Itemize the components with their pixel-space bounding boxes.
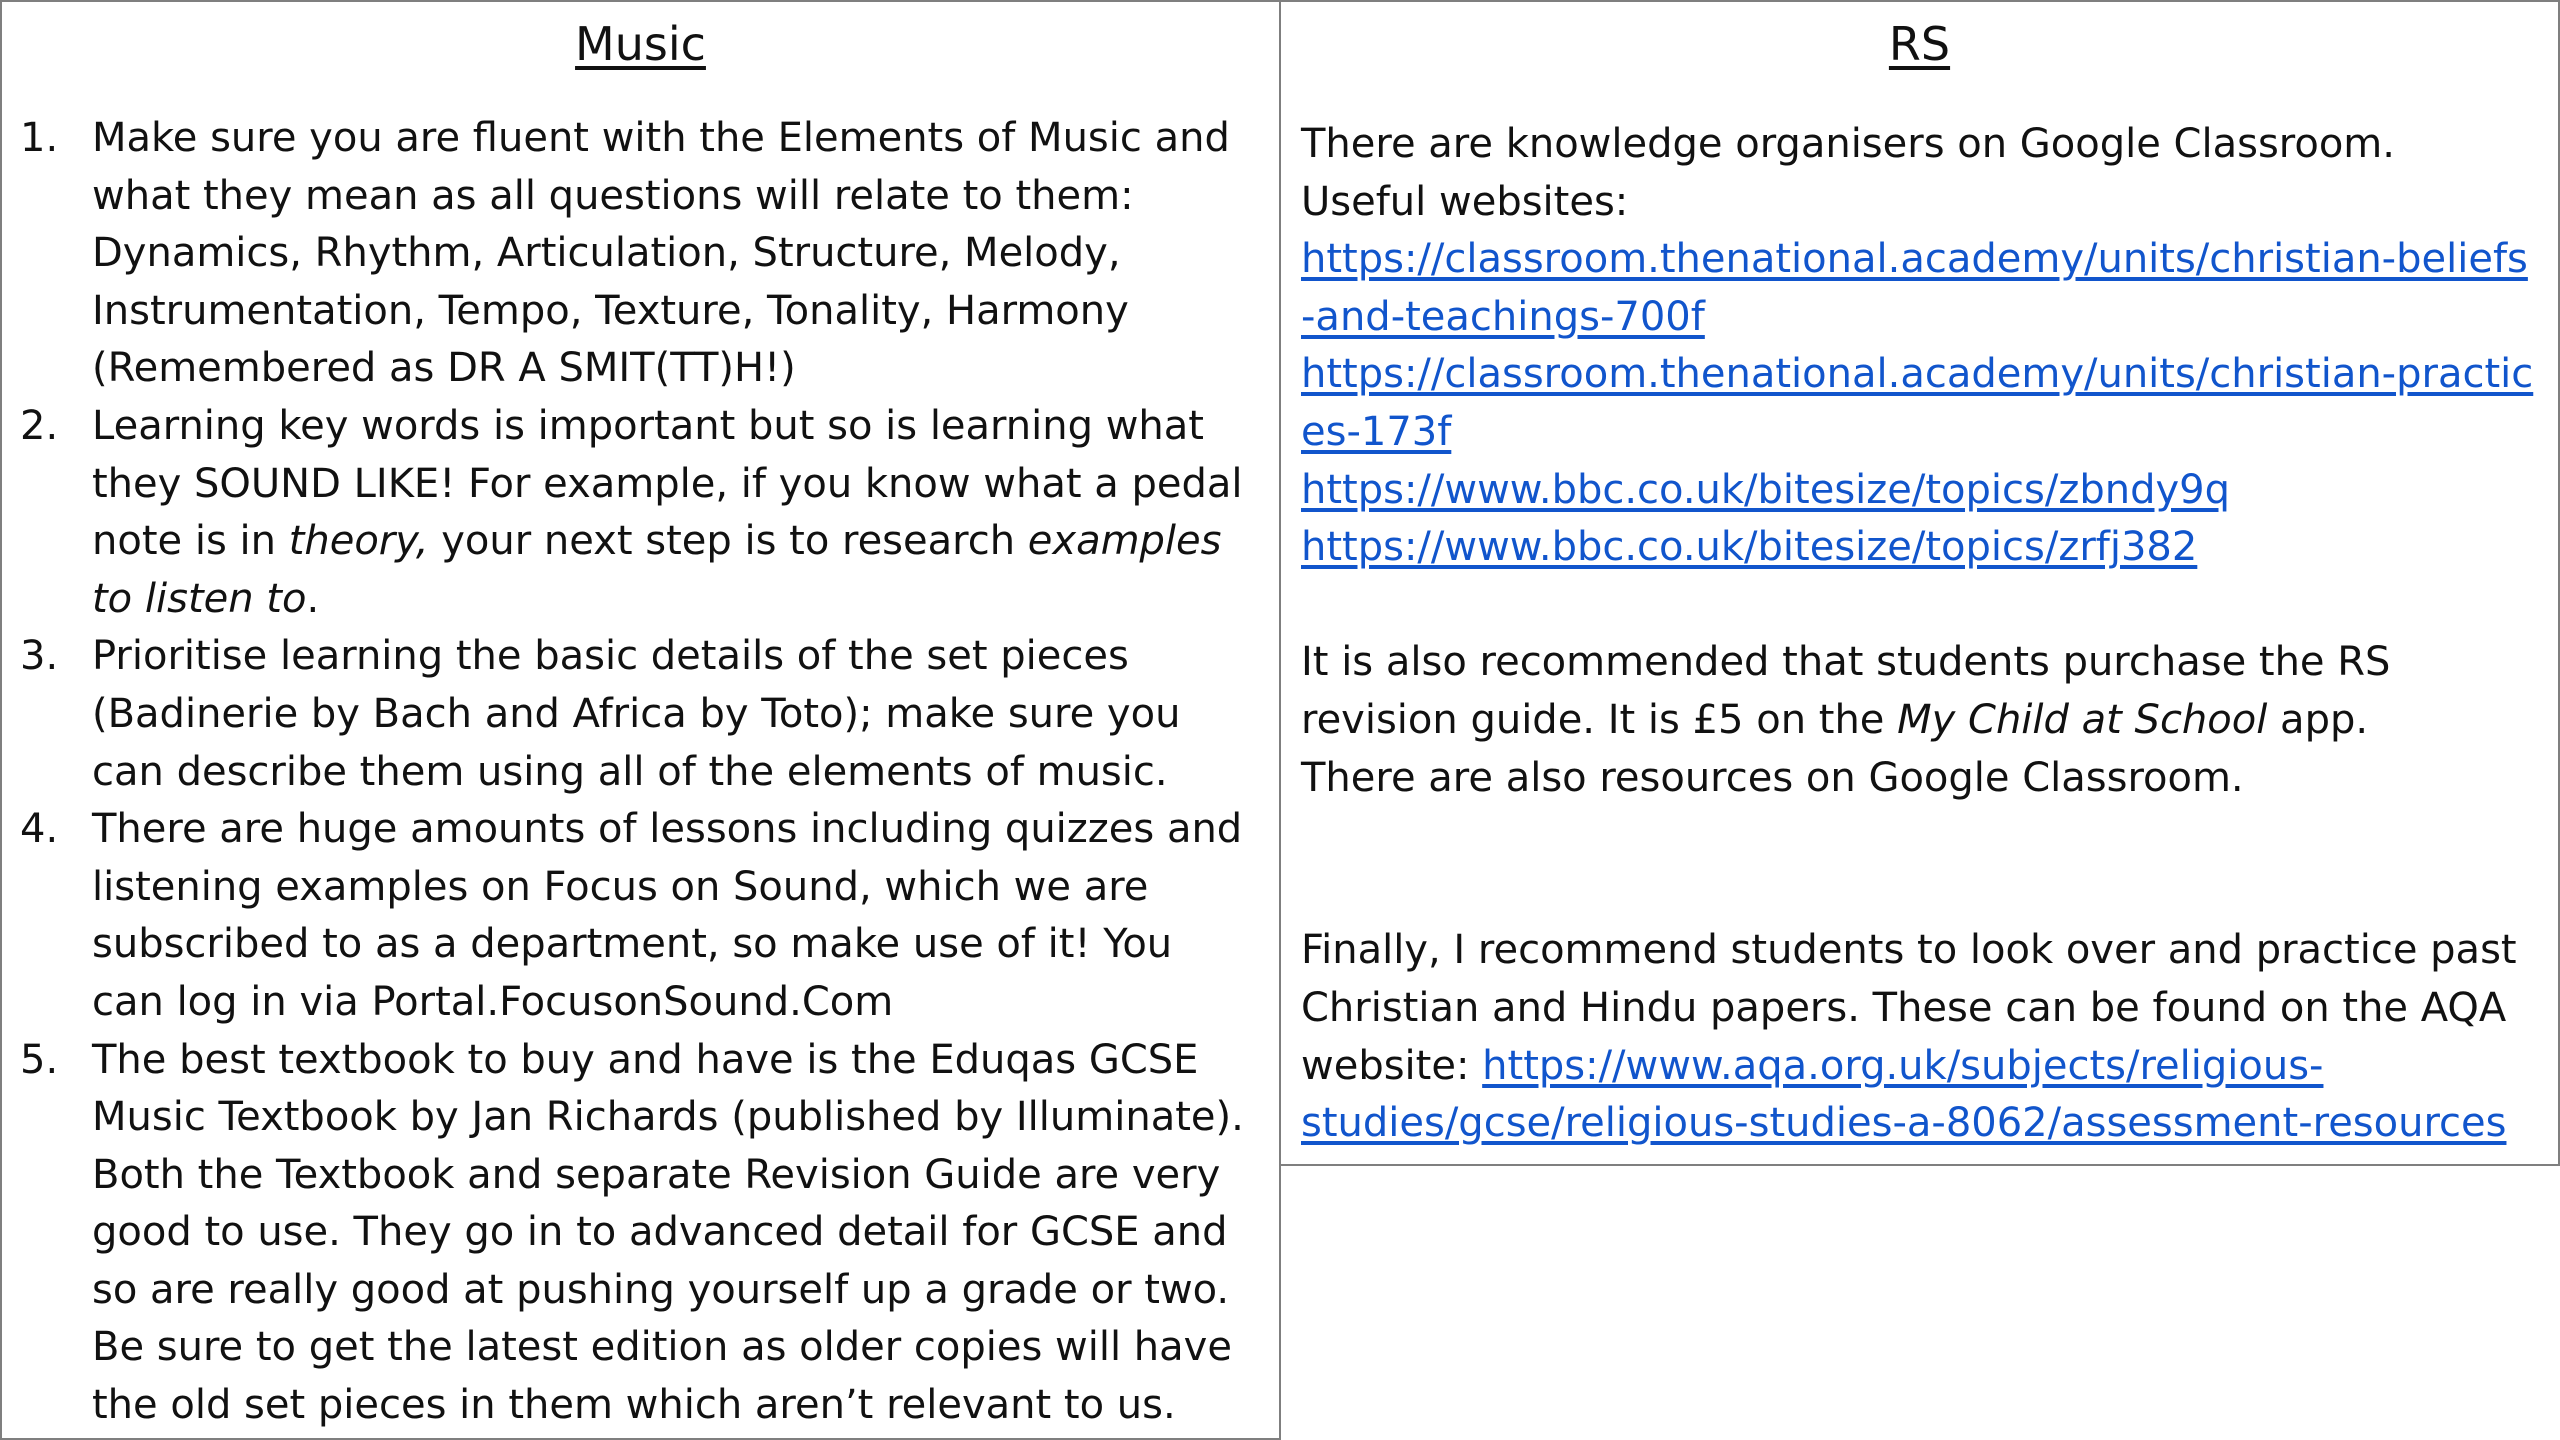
music-tip-5 (2, 1032, 1279, 1435)
rs-intro: There are knowledge organisers on Google Classroom. (1301, 121, 2395, 167)
music-tip-1 (2, 110, 1279, 398)
music-tip-text: There are huge amounts of lessons including quizzes and listening examples on Focus on Sound, which we are subscribed to as a department, so make use of it! You can log in via Portal.FocusonSound.Com (92, 806, 1243, 1025)
music-tip-text: Make sure you are fluent with the Elements of Music and what they mean as all questions will relate to them: Dynamics, Rhythm, Articulation, Structure, Melody, Instrumentation, Tempo, Texture, Tonality, Harmony (Remembered as DR A SMIT(TT)H!) (92, 115, 1230, 392)
rs-useful-label: Useful websites: (1301, 178, 1629, 225)
music-tip-4 (2, 801, 1279, 1031)
rs-guide-text (1301, 634, 2538, 749)
rs-link-2[interactable]: https://classroom.thenational.academy/units/christian-practices-173f (1301, 351, 2534, 455)
music-tip-italic: theory, (288, 518, 429, 565)
list-number: 5. (20, 1036, 59, 1083)
rs-final-part: Finally, I recommend students to look over and practice past Christian and Hindu papers. These can be found on the AQA website: (1301, 927, 2517, 1089)
music-tip-text: Prioritise learning the basic details of the set pieces (Badinerie by Bach and Africa by Toto); make sure you can describe them using all of the elements of music. (92, 633, 1181, 795)
music-tip-3 (2, 628, 1279, 801)
list-number: 4. (20, 806, 59, 853)
rs-guide-part: It is also recommended that students purchase the RS revision guide. It is £5 on the (1301, 639, 2391, 743)
rs-guide-app-name: My Child at School (1897, 696, 2268, 743)
music-heading: Music (575, 17, 706, 71)
rs-heading: RS (1888, 17, 1951, 71)
music-tip-text: your next step is to research (428, 518, 1028, 565)
music-tip-text: . (306, 575, 320, 622)
music-tip-text: Learning key words is important but so is learning what they SOUND LIKE! For example, if you know what a pedal note is in (92, 402, 1243, 565)
list-number: 3. (20, 633, 59, 680)
rs-link-1[interactable]: https://classroom.thenational.academy/units/christian-beliefs-and-teachings-700f (1301, 236, 2528, 340)
rs-link-3[interactable]: https://www.bbc.co.uk/bitesize/topics/zbndy9q (1301, 466, 2230, 513)
rs-resources-text: There are also resources on Google Classroom. (1301, 754, 2244, 801)
music-tip-italic: examples to listen to (92, 518, 1222, 622)
music-tip-text: The best textbook to buy and have is the Eduqas GCSE Music Textbook by Jan Richards (published by Illuminate). Both the Textbook and separate Revision Guide are very good to use. They go in to advanced detail for GCSE and so are really good at pushing yourself up a grade or two. Be sure to get the latest edition as older copies will have the old set pieces in them which aren’t relevant to us. (92, 1036, 1244, 1429)
rs-guide-part: app. (2267, 696, 2369, 743)
spacer (1301, 577, 2538, 635)
spacer (1301, 807, 2538, 922)
rs-panel (1279, 0, 2560, 1166)
rs-aqa-link[interactable]: https://www.aqa.org.uk/subjects/religious-studies/gcse/religious-studies-a-8062/assessment-resources (1301, 1042, 2507, 1147)
rs-content (1281, 72, 2558, 1153)
list-number: 2. (20, 402, 59, 449)
music-tip-2 (2, 398, 1279, 628)
list-number: 1. (20, 115, 59, 161)
rs-final-text (1301, 922, 2538, 1152)
rs-link-4[interactable]: https://www.bbc.co.uk/bitesize/topics/zrfj382 (1301, 524, 2198, 571)
music-tips-list (2, 110, 1279, 1435)
